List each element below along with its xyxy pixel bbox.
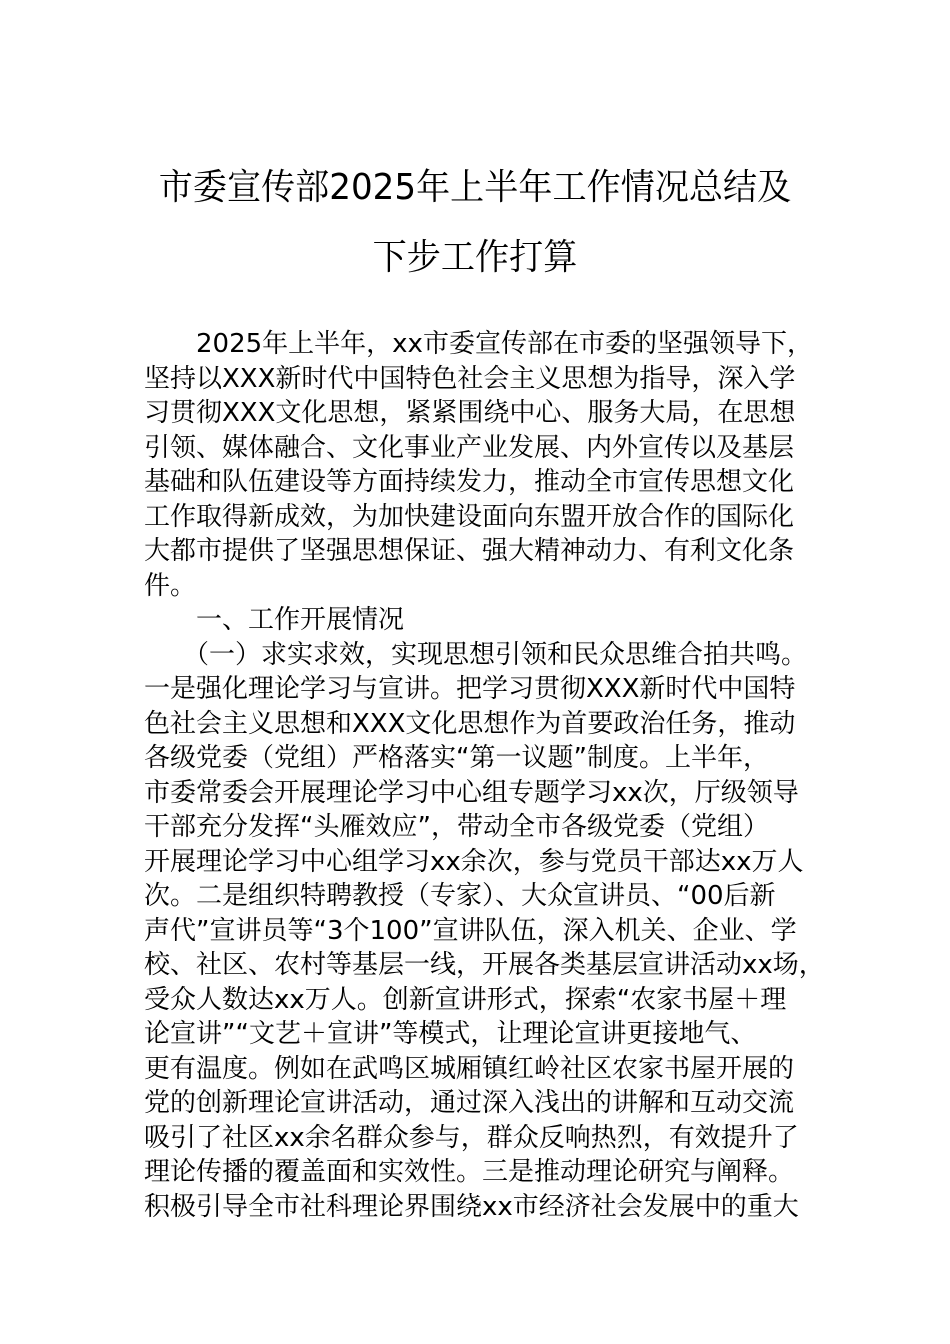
- body-line: 受众人数达xx万人。创新宣讲形式，探索“农家书屋＋理: [144, 984, 787, 1015]
- body-line: 校、社区、农村等基层一线，开展各类基层宣讲活动xx场，: [144, 950, 825, 980]
- body-line: 论宣讲”“文艺＋宣讲”等模式，让理论宣讲更接地气、: [144, 1019, 757, 1049]
- section-heading: 一、工作开展情况: [144, 605, 405, 635]
- body-line: 次。二是组织特聘教授（专家）、大众宣讲员、“00后新: [144, 881, 776, 911]
- subsection-heading: （一）求实求效，实现思想引领和民众思维合拍共鸣。: [144, 639, 808, 670]
- body-line: 工作取得新成效，为加快建设面向东盟开放合作的国际化: [144, 501, 795, 532]
- body-line: 理论传播的覆盖面和实效性。三是推动理论研究与阐释。: [144, 1157, 795, 1187]
- body-line: 声代”宣讲员等“3个100”宣讲队伍，深入机关、企业、学: [144, 915, 797, 946]
- body-line: 吸引了社区xx余名群众参与，群众反响热烈，有效提升了: [144, 1122, 799, 1153]
- body-line: 2025年上半年，xx市委宣传部在市委的坚强领导下，: [144, 329, 813, 359]
- body-line: 开展理论学习中心组学习xx余次，参与党员干部达xx万人: [144, 846, 804, 877]
- body-line: 党的创新理论宣讲活动，通过深入浅出的讲解和互动交流: [144, 1088, 795, 1118]
- body-line: 市委常委会开展理论学习中心组专题学习xx次，厅级领导: [144, 777, 799, 808]
- body-line: 坚持以XXX新时代中国特色社会主义思想为指导，深入学: [144, 363, 796, 394]
- body-line: 干部充分发挥“头雁效应”，带动全市各级党委（党组）: [144, 812, 769, 842]
- body-line: 件。: [144, 570, 197, 601]
- body-line: 基础和队伍建设等方面持续发力，推动全市宣传思想文化: [144, 467, 795, 497]
- body-line: 色社会主义思想和XXX文化思想作为首要政治任务，推动: [144, 708, 796, 739]
- body-line: 更有温度。例如在武鸣区城厢镇红岭社区农家书屋开展的: [144, 1053, 795, 1084]
- body-line: 习贯彻XXX文化思想，紧紧围绕中心、服务大局，在思想: [144, 398, 796, 428]
- body-line: 各级党委（党组）严格落实“第一议题”制度。上半年，: [144, 743, 769, 773]
- body-line: 引领、媒体融合、文化事业产业发展、内外宣传以及基层: [144, 432, 795, 463]
- body-line: 大都市提供了坚强思想保证、强大精神动力、有利文化条: [144, 536, 795, 566]
- document-body: [144, 327, 864, 1224]
- document-title-line-2: 下步工作打算: [372, 237, 578, 278]
- document-title-line-1: 市委宣传部2025年上半年工作情况总结及: [158, 167, 792, 208]
- body-line: 积极引导全市社科理论界围绕xx市经济社会发展中的重大: [144, 1191, 799, 1222]
- body-line: 一是强化理论学习与宣讲。把学习贯彻XXX新时代中国特: [144, 674, 796, 704]
